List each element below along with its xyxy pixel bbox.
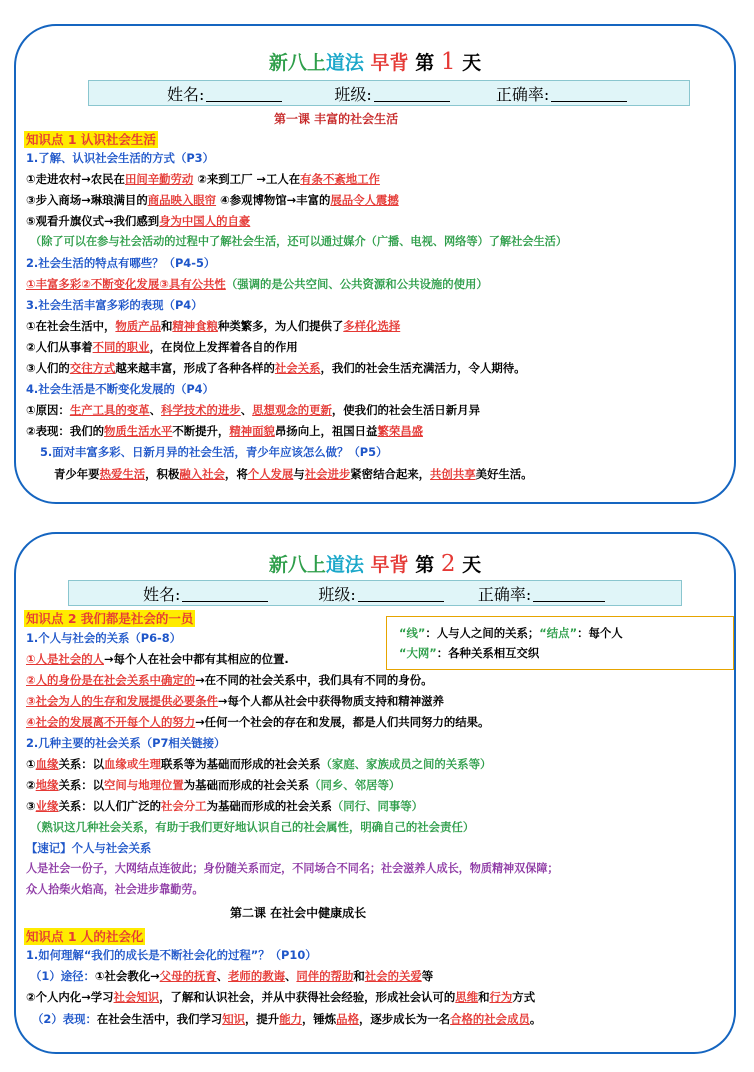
title-tian: 天: [462, 52, 482, 74]
title-day-number: 1: [440, 49, 456, 75]
key-term: 业缘: [35, 799, 59, 813]
key-term: 商品映入眼帘: [147, 193, 217, 207]
text: 方式: [512, 990, 536, 1004]
title-subject: 道法: [325, 52, 364, 74]
note-text: （同行、同事等）: [331, 799, 424, 813]
key-term: 思维: [455, 990, 479, 1004]
key-term: 老师的教诲: [228, 969, 285, 983]
text: 种类繁多，为人们提供了: [217, 319, 344, 333]
key-term: 田间辛勤劳动: [124, 172, 194, 186]
key-term: 交往方式: [69, 361, 116, 375]
text: ，积极: [145, 467, 180, 481]
key-term: 同伴的帮助: [296, 969, 354, 983]
text: 美好生活。: [475, 467, 533, 481]
question-1: 1.了解、认识社会生活的方式（P3）: [26, 151, 214, 165]
text: 不断提升，: [172, 424, 230, 438]
text: 和: [478, 990, 490, 1004]
title-grade: 新八上: [268, 554, 326, 576]
key-term: 物质生活水平: [104, 424, 173, 438]
note-text: （同乡、邻居等）: [309, 778, 401, 792]
answer-line: [26, 777, 400, 793]
key-term: 个人发展: [247, 467, 294, 481]
text: 和: [160, 319, 173, 333]
text: 、: [285, 969, 297, 983]
question-3: 1.如何理解“我们的成长是不断社会化的过程”？（P10）: [26, 948, 317, 962]
kp-label: 知识点 1 人的社会化: [26, 929, 144, 944]
text: 与: [293, 467, 305, 481]
text: ，在岗位上发挥着各自的作用: [149, 340, 298, 354]
key-term: 社会关系: [274, 361, 321, 375]
day1-name-bar: [88, 80, 690, 106]
key-term: 热爱生活: [99, 467, 146, 481]
key-term: 行为: [489, 990, 513, 1004]
knowledge-point-1: [24, 129, 158, 148]
text: 关系：以: [58, 778, 105, 792]
answer-line: [26, 213, 250, 229]
key-term: ③社会为人的生存和发展提供必要条件: [26, 694, 218, 708]
key-term: 思想观念的更新: [252, 403, 332, 417]
text: →在不同的社会关系中，我们具有不同的身份。: [195, 673, 433, 687]
text: ②人们从事着: [26, 340, 93, 354]
text: ⑤观看升旗仪式→我们感到: [26, 214, 160, 228]
text: ①原因：: [26, 403, 70, 417]
answer-line: [26, 714, 489, 730]
note-term: “线”: [399, 626, 426, 640]
lesson-title: 第一课 丰富的社会生活: [274, 112, 399, 126]
key-term: 社会知识: [113, 990, 160, 1004]
text: ：每个人: [577, 626, 623, 640]
key-term: 不同的职业: [92, 340, 150, 354]
text: 青少年要: [54, 467, 100, 481]
question-1: 1.个人与社会的关系（P6-8）: [26, 631, 182, 645]
text: 为基础而形成的社会关系: [206, 799, 332, 813]
kp-label: 知识点 2 我们都是社会的一员: [26, 611, 194, 626]
text: ：人与人之间的关系；: [425, 626, 540, 640]
question-4: 4.社会生活是不断变化发展的（P4）: [26, 382, 214, 396]
note-text: （强调的是公共空间、公共资源和公共设施的使用）: [225, 277, 488, 291]
text: ：各种关系相互交织: [436, 646, 540, 660]
key-term: 科学技术的进步: [160, 403, 241, 417]
key-term: 多样化选择: [343, 319, 401, 333]
answer-line: [26, 693, 444, 709]
kp-label: 知识点 1 认识社会生活: [26, 132, 156, 147]
text: ①: [26, 757, 36, 771]
text: 关系：以: [58, 757, 105, 771]
text: ②表现：我们的: [26, 424, 104, 438]
answer-line: [26, 318, 400, 334]
answer-line: [26, 339, 298, 355]
lesson-title: 第二课 在社会中健康成长: [230, 906, 367, 920]
answer-line: [26, 423, 423, 439]
key-term: 社会进步: [304, 467, 351, 481]
text: ④参观博物馆→丰富的: [216, 193, 331, 207]
key-term: 共创共享: [430, 467, 476, 481]
question-3: 3.社会生活丰富多彩的表现（P4）: [26, 298, 203, 312]
title-di: 第: [415, 554, 435, 576]
network-note-box: [386, 616, 734, 670]
title-grade: 新八上: [268, 52, 326, 74]
key-term: ④社会的发展离不开每个人的努力: [26, 715, 196, 729]
rate-label: 正确率:: [477, 584, 532, 604]
text: ③: [26, 799, 36, 813]
text: →每个人都从社会中获得物质支持和精神滋养: [217, 694, 444, 708]
class-blank[interactable]: [374, 85, 450, 102]
text: 紧密结合起来，: [350, 467, 431, 481]
text: 昂扬向上，祖国日益: [274, 424, 378, 438]
answer-line: [30, 968, 433, 984]
text: ，逐步成长为一名: [358, 1012, 451, 1026]
text: 越来越丰富，形成了各种各样的: [115, 361, 275, 375]
memory-rhyme: 人是社会一份子，大网结点连彼此；身份随关系而定，不同场合不同名；社会滋养人成长，物质精神双保障；: [26, 862, 559, 875]
key-term: 社会分工: [160, 799, 207, 813]
key-term: 知识: [222, 1012, 245, 1026]
key-term: ②人的身份是在社会关系中确定的: [26, 673, 196, 687]
answer-line: [32, 1011, 541, 1027]
text: ，我们的社会生活充满活力，令人期待。: [320, 361, 526, 375]
key-term: ②不断变化发展: [81, 277, 160, 291]
key-term: 展品令人震撼: [330, 193, 399, 207]
answer-line: [26, 989, 535, 1005]
key-term: 父母的抚育: [159, 969, 217, 983]
title-tian: 天: [462, 554, 482, 576]
name-blank[interactable]: [206, 85, 282, 102]
answer-line: [54, 466, 533, 482]
title-morning: 早背: [370, 554, 409, 576]
text: ，锤炼: [301, 1012, 337, 1026]
key-term: 身为中国人的自豪: [159, 214, 251, 228]
day1-title: [16, 48, 734, 75]
text: ②个人内化→学习: [26, 990, 114, 1004]
knowledge-point-3: [24, 926, 145, 945]
question-5: 5.面对丰富多彩、日新月异的社会生活，青少年应该怎么做？（P5）: [40, 445, 388, 459]
day2-name-bar: [68, 580, 682, 606]
note-term: “结点”: [539, 626, 578, 640]
memory-rhyme: 众人拾柴火焰高，社会进步靠勤劳。: [26, 883, 204, 896]
answer-line: [26, 192, 399, 208]
class-label: 班级:: [318, 584, 356, 604]
text: ①走进农村→农民在: [26, 172, 125, 186]
day2-title: [16, 550, 734, 577]
text: 、: [149, 403, 161, 417]
title-di: 第: [415, 52, 435, 74]
key-term: 品格: [336, 1012, 359, 1026]
rate-blank[interactable]: [551, 85, 627, 102]
key-term: 地缘: [35, 778, 59, 792]
key-term: 空间与地理位置: [104, 778, 184, 792]
answer-line: [26, 798, 423, 814]
key-term: 精神面貌: [229, 424, 275, 438]
note-text: （家庭、家族成员之间的关系等）: [320, 757, 492, 771]
title-subject: 道法: [325, 554, 364, 576]
text: ，将: [224, 467, 248, 481]
text: →每个人在社会中都有其相应的位置.: [104, 652, 289, 666]
rate-label: 正确率:: [495, 84, 550, 104]
key-term: 物质产品: [115, 319, 161, 333]
text: ，使我们的社会生活日新月异: [331, 403, 480, 417]
key-term: ①丰富多彩: [26, 277, 82, 291]
subheading: （1）途径：: [30, 969, 95, 983]
day2-card: [14, 532, 736, 1054]
key-term: 血缘: [35, 757, 59, 771]
text: 和: [353, 969, 365, 983]
text: ②来到工厂 →工人在: [193, 172, 301, 186]
knowledge-point-2: [24, 608, 195, 627]
key-term: 能力: [279, 1012, 302, 1026]
question-2: 2.几种主要的社会关系（P7相关链接）: [26, 736, 226, 750]
subheading: （2）表现：: [32, 1012, 97, 1026]
class-label: 班级:: [334, 84, 372, 104]
answer-line: [26, 276, 488, 292]
answer-line: [26, 360, 526, 376]
text: ③人们的: [26, 361, 70, 375]
title-morning: 早背: [370, 52, 409, 74]
answer-line: [26, 672, 432, 688]
key-term: 合格的社会成员: [450, 1012, 530, 1026]
text: →任何一个社会的存在和发展，都是人们共同努力的结果。: [195, 715, 490, 729]
key-term: 精神食粮: [172, 319, 218, 333]
text: 等: [421, 969, 434, 983]
text: 在社会生活中，我们学习: [96, 1012, 223, 1026]
name-label: 姓名:: [167, 84, 205, 104]
day1-card: [14, 24, 736, 504]
key-term: ①人是社会的人: [26, 652, 104, 666]
note-term: “大网”: [399, 646, 437, 660]
name-label: 姓名:: [143, 584, 181, 604]
text: 、: [216, 969, 229, 983]
text: ②: [26, 778, 36, 792]
text: ①在社会生活中，: [26, 319, 116, 333]
text: ①社会教化→: [94, 969, 160, 983]
text: ③步入商场→琳琅满目的: [26, 193, 148, 207]
key-term: 有条不紊地工作: [300, 172, 380, 186]
title-day-number: 2: [440, 551, 456, 577]
rate-blank[interactable]: [533, 585, 605, 602]
name-blank[interactable]: [182, 585, 268, 602]
answer-line: [26, 171, 380, 187]
note-line: （除了可以在参与社会活动的过程中了解社会生活，还可以通过媒介（广播、电视、网络等）了解社会生活）: [30, 235, 568, 248]
key-term: 社会的关爱: [364, 969, 422, 983]
text: ，提升: [245, 1012, 280, 1026]
key-term: 生产工具的变革: [69, 403, 150, 417]
text: 联系等为基础而形成的社会关系: [161, 757, 321, 771]
key-term: ③具有公共性: [159, 277, 226, 291]
question-2: 2.社会生活的特点有哪些？（P4-5）: [26, 256, 216, 270]
quick-memory-heading: 【速记】个人与社会关系: [26, 841, 152, 855]
key-term: 繁荣昌盛: [377, 424, 424, 438]
text: 。: [529, 1012, 542, 1026]
answer-line: [26, 651, 289, 667]
note-line: （熟识这几种社会关系，有助于我们更好地认识自己的社会属性，明确自己的社会责任）: [30, 820, 475, 834]
answer-line: [26, 402, 480, 418]
key-term: 融入社会: [179, 467, 225, 481]
text: 为基础而形成的社会关系: [183, 778, 310, 792]
text: 关系：以人们广泛的: [58, 799, 161, 813]
text: 、: [240, 403, 253, 417]
answer-line: [26, 756, 491, 772]
class-blank[interactable]: [358, 585, 444, 602]
text: ，了解和认识社会，并从中获得社会经验，形成社会认可的: [159, 990, 456, 1004]
key-term: 血缘或生理: [104, 757, 161, 771]
